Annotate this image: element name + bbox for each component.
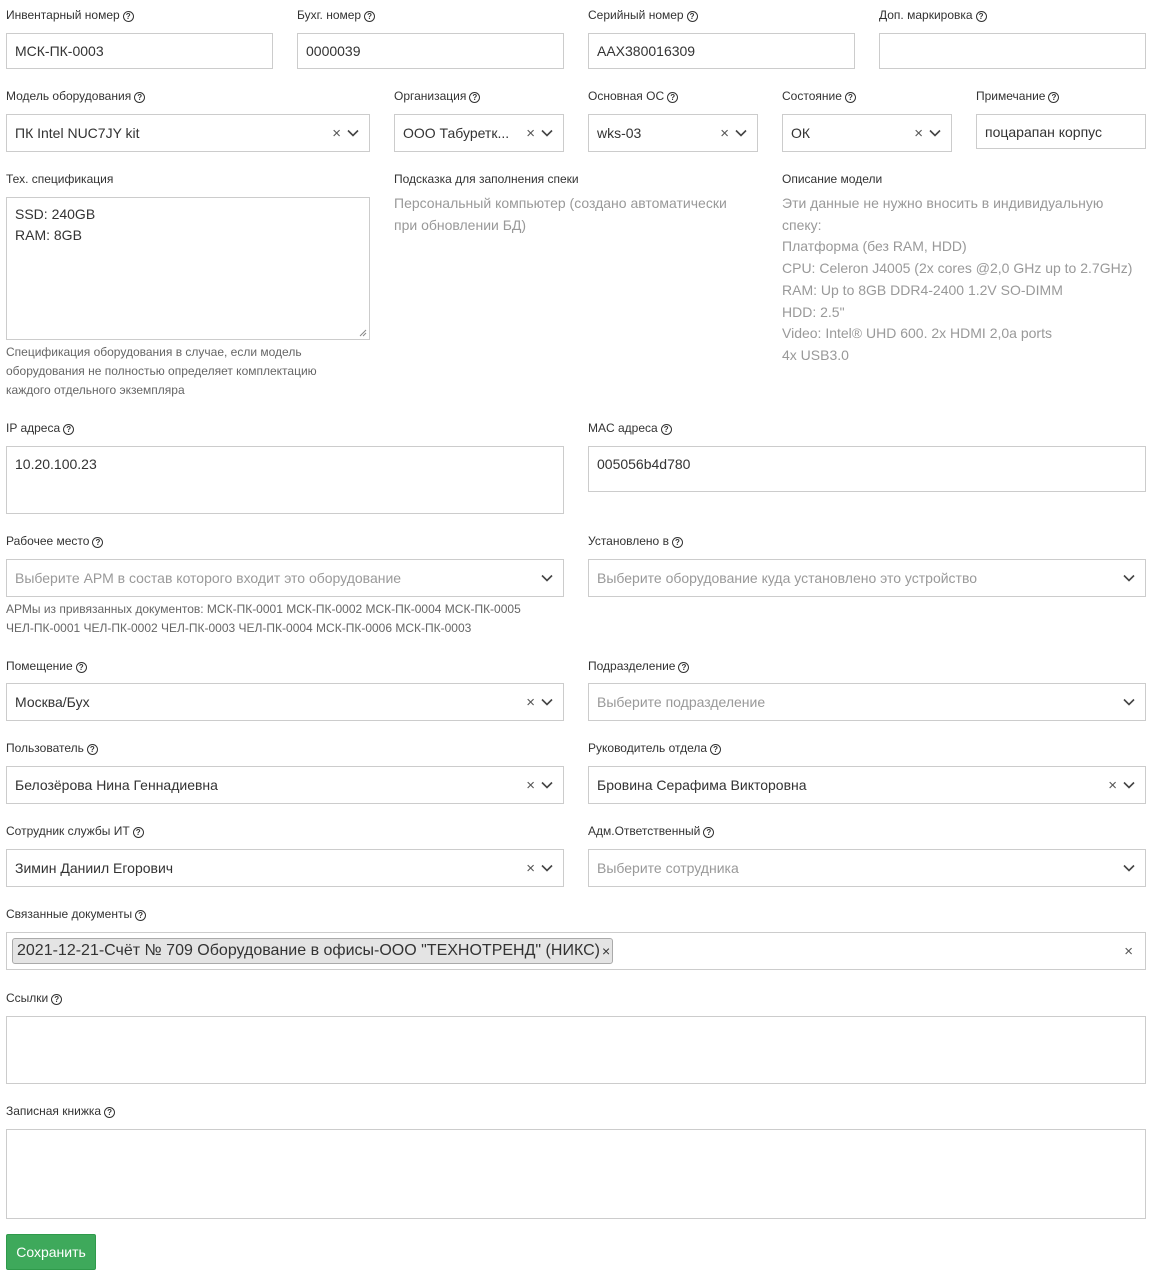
it-staff-label: Сотрудник службы ИТ ? [6, 824, 144, 838]
user-select[interactable]: Белозёрова Нина Геннадиевна × [6, 766, 564, 804]
inventory-label: Инвентарный номер ? [6, 8, 134, 22]
model-desc-label: Описание модели [782, 172, 883, 186]
question-circle-icon[interactable]: ? [51, 994, 62, 1005]
clear-x-icon[interactable]: × [526, 776, 535, 794]
question-circle-icon[interactable]: ? [123, 11, 134, 22]
admin-label: Адм.Ответственный ? [588, 824, 714, 838]
tech-spec-help: Спецификация оборудования в случае, если модель оборудования не полностью определяет комплектацию каждого отдельного экземпляра [6, 345, 317, 397]
question-circle-icon[interactable]: ? [469, 92, 480, 103]
question-circle-icon[interactable]: ? [104, 1107, 115, 1118]
inventory-input[interactable]: МСК-ПК-0003 [6, 33, 273, 69]
os-label: Основная ОС ? [588, 89, 678, 103]
department-label: Подразделение ? [588, 659, 689, 673]
serial-label: Серийный номер ? [588, 8, 698, 22]
question-circle-icon[interactable]: ? [672, 537, 683, 548]
extra-mark-input[interactable] [879, 33, 1146, 69]
question-circle-icon[interactable]: ? [687, 11, 698, 22]
clear-x-icon[interactable]: × [526, 859, 535, 877]
it-staff-select[interactable]: Зимин Даниил Егорович × [6, 849, 564, 887]
spec-hint-label: Подсказка для заполнения спеки [394, 172, 579, 186]
question-circle-icon[interactable]: ? [76, 662, 87, 673]
org-label: Организация ? [394, 89, 480, 103]
question-circle-icon[interactable]: ? [976, 11, 987, 22]
tech-spec-textarea[interactable]: SSD: 240GB RAM: 8GB [6, 197, 370, 340]
state-select[interactable]: ОК × [782, 114, 952, 152]
user-label: Пользователь ? [6, 741, 98, 755]
doc-tag[interactable] [12, 938, 613, 964]
chevron-down-icon[interactable] [1123, 698, 1135, 706]
room-label: Помещение ? [6, 659, 87, 673]
question-circle-icon[interactable]: ? [661, 424, 672, 435]
question-circle-icon[interactable]: ? [845, 92, 856, 103]
clear-x-icon[interactable]: × [1124, 942, 1133, 960]
question-circle-icon[interactable]: ? [63, 424, 74, 435]
docs-label: Связанные документы ? [6, 907, 146, 921]
question-circle-icon[interactable]: ? [134, 92, 145, 103]
mac-textarea[interactable]: 005056b4d780 [588, 446, 1146, 492]
admin-select[interactable]: Выберите сотрудника [588, 849, 1146, 887]
notebook-label: Записная книжка ? [6, 1104, 115, 1118]
question-circle-icon[interactable]: ? [133, 827, 144, 838]
question-circle-icon[interactable]: ? [703, 827, 714, 838]
tech-spec-label: Тех. спецификация [6, 172, 114, 186]
workplace-label: Рабочее место ? [6, 534, 103, 548]
docs-multiselect[interactable] [6, 932, 1146, 970]
organization-select[interactable]: ООО Табуретк... × [394, 114, 564, 152]
question-circle-icon[interactable]: ? [667, 92, 678, 103]
installed-in-label: Установлено в ? [588, 534, 683, 548]
chevron-down-icon[interactable] [541, 698, 553, 706]
accounting-label: Бухг. номер ? [297, 8, 375, 22]
model-desc-text: Эти данные не нужно вносить в индивидуальную спеку: Платформа (без RAM, HDD) CPU: Celeron J4005 (2x cores @2,0 GHz up to 2.7GHz) RAM: Up to 8GB DDR4-2400 1.2V SO-DIMM HDD: 2.5" Video: Intel® UHD 600. 2x HDMI 2,0a ports 4x USB3.0 [782, 195, 1133, 363]
head-label: Руководитель отдела ? [588, 741, 721, 755]
installed-in-select[interactable]: Выберите оборудование куда установлено это устройство [588, 559, 1146, 597]
clear-x-icon[interactable]: × [1108, 776, 1117, 794]
ip-label: IP адреса ? [6, 421, 74, 435]
remove-tag-icon[interactable]: × [601, 943, 611, 959]
chevron-down-icon[interactable] [541, 129, 553, 137]
chevron-down-icon[interactable] [735, 129, 747, 137]
clear-x-icon[interactable]: × [526, 124, 535, 142]
chevron-down-icon[interactable] [1123, 864, 1135, 872]
chevron-down-icon[interactable] [347, 129, 359, 137]
mac-label: MAC адреса ? [588, 421, 672, 435]
notebook-textarea[interactable] [6, 1129, 1146, 1219]
question-circle-icon[interactable]: ? [1048, 92, 1059, 103]
question-circle-icon[interactable]: ? [135, 910, 146, 921]
workplace-help: АРМы из привязанных документов: МСК-ПК-0001 МСК-ПК-0002 МСК-ПК-0004 МСК-ПК-0005 ЧЕЛ-ПК-0001 ЧЕЛ-ПК-0002 ЧЕЛ-ПК-0003 ЧЕЛ-ПК-0004 МСК-ПК-0006 МСК-ПК-0003 [6, 602, 521, 635]
spec-hint-text: Персональный компьютер (создано автоматически при обновлении БД) [394, 195, 727, 233]
room-select[interactable]: Москва/Бух × [6, 683, 564, 721]
links-textarea[interactable] [6, 1016, 1146, 1084]
clear-x-icon[interactable]: × [720, 124, 729, 142]
chevron-down-icon[interactable] [541, 781, 553, 789]
question-circle-icon[interactable]: ? [92, 537, 103, 548]
chevron-down-icon[interactable] [541, 574, 553, 582]
note-input[interactable]: поцарапан корпус [976, 114, 1146, 149]
question-circle-icon[interactable]: ? [710, 744, 721, 755]
chevron-down-icon[interactable] [929, 129, 941, 137]
save-button[interactable]: Сохранить [6, 1234, 96, 1270]
model-select[interactable]: ПК Intel NUC7JY kit × [6, 114, 370, 152]
clear-x-icon[interactable]: × [332, 124, 341, 142]
links-label: Ссылки ? [6, 991, 62, 1005]
chevron-down-icon[interactable] [1123, 781, 1135, 789]
chevron-down-icon[interactable] [541, 864, 553, 872]
resize-handle-icon[interactable] [359, 329, 367, 337]
state-label: Состояние ? [782, 89, 856, 103]
note-label: Примечание ? [976, 89, 1059, 103]
question-circle-icon[interactable]: ? [678, 662, 689, 673]
question-circle-icon[interactable]: ? [364, 11, 375, 22]
clear-x-icon[interactable]: × [526, 693, 535, 711]
os-select[interactable]: wks-03 × [588, 114, 758, 152]
doc-tag-label: 2021-12-21-Счёт № 709 Оборудование в офисы-ООО "ТЕХНОТРЕНД" (НИКС) [17, 942, 600, 959]
accounting-number-input[interactable]: 0000039 [297, 33, 564, 69]
workplace-select[interactable]: Выберите АРМ в состав которого входит это оборудование [6, 559, 564, 597]
department-select[interactable]: Выберите подразделение [588, 683, 1146, 721]
extra-mark-label: Доп. маркировка ? [879, 8, 987, 22]
serial-number-input[interactable]: AAX380016309 [588, 33, 855, 69]
model-label: Модель оборудования ? [6, 89, 145, 103]
clear-x-icon[interactable]: × [914, 124, 923, 142]
question-circle-icon[interactable]: ? [87, 744, 98, 755]
ip-textarea[interactable]: 10.20.100.23 [6, 446, 564, 514]
head-select[interactable]: Бровина Серафима Викторовна × [588, 766, 1146, 804]
chevron-down-icon[interactable] [1123, 574, 1135, 582]
